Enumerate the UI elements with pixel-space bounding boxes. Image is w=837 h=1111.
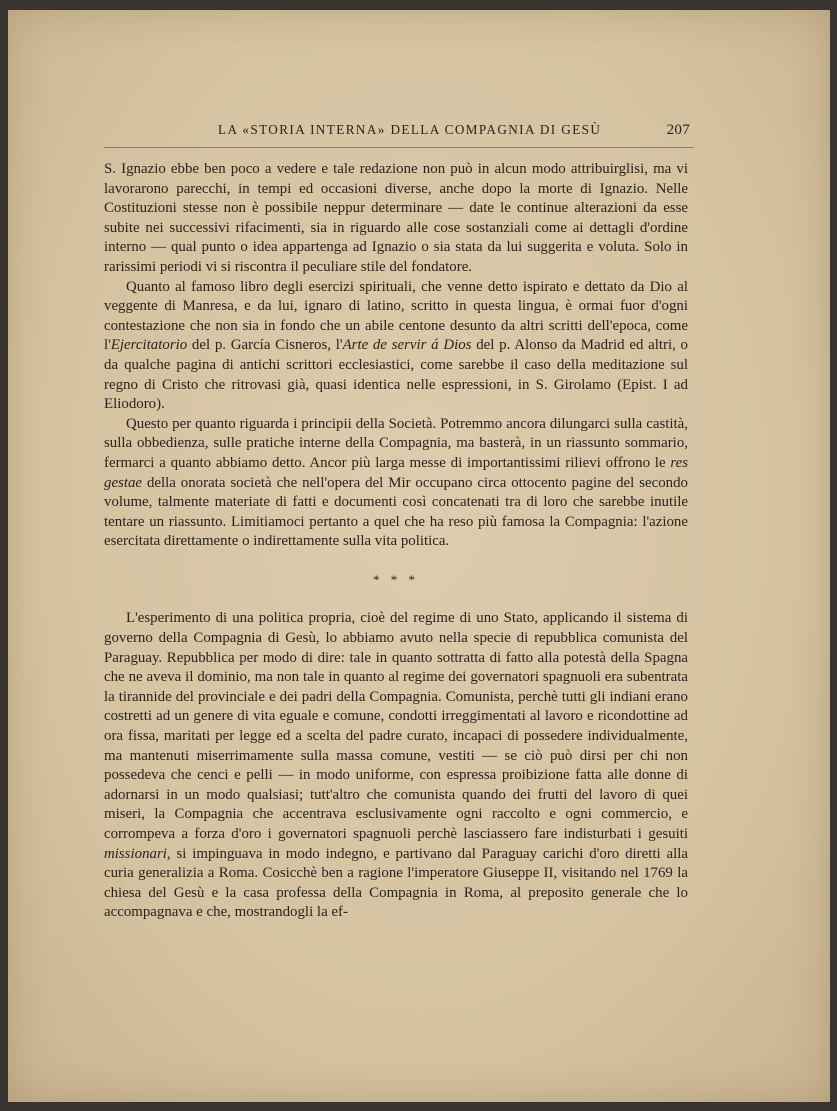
- paragraph-2-part-a: Quanto al famoso libro degli esercizi spirituali, che venne detto ispirato e dettato da Dio al veggente di Manresa, e da lui, ignaro di latino, scritto in questa lingua, è ormai fuor d'ogni contestazione che non sia in fondo che un abile centone desunto da altri scritti dell'epoca, come l': [104, 278, 688, 354]
- header-rule: [104, 147, 694, 148]
- paragraph-2-part-b: del p. García Cisneros, l': [187, 337, 343, 354]
- paragraph-2-part-c: del p. Alonso da Madrid ed altri, o da qualche pagina di antichi scrittori ecclesiastici, come sarebbe il caso della meditazione sul regno di Cristo che ritrovasi già, quasi identica nelle espressioni, in S. Girolamo (Epist. I ad Eliodoro).: [104, 337, 688, 413]
- section-separator: * * *: [373, 571, 419, 587]
- paragraph-3-italic: res gestae: [104, 454, 688, 491]
- paragraph-4-part-b: , si impinguava in modo indegno, e partivano dal Paraguay carichi d'oro diretti alla curia generalizia a Roma. Cosicchè ben a ragione l'imperatore Giuseppe II, visitando nel 1769 la chiesa del Gesù e la casa professa della Compagnia in Roma, al preposito generale che lo accompagnava e che, mostrandogli la ef-: [104, 845, 688, 921]
- body-text: [104, 160, 688, 923]
- paragraph-4-italic: missionari: [104, 845, 167, 862]
- paragraph-2: [104, 278, 688, 415]
- paragraph-3-part-b: della onorata società che nell'opera del Mir occupano circa ottocento pagine del secondo volume, talmente materiate di fatti e documenti così concatenati tra di loro che sarebbe inutile tentare un riassunto. Limitiamoci pertanto a quel che ha reso più famosa la Compagnia: l'azione esercitata direttamente o indirettamente sulla vita politica.: [104, 474, 688, 550]
- paragraph-4-part-a: L'esperimento di una politica propria, cioè del regime di uno Stato, applicando il sistema di governo della Compagnia di Gesù, lo abbiamo avuto nella specie di repubblica comunista del Paraguay. Repubblica per modo di dire: tale in quanto sottratta di fatto alla potestà della Spagna che ne aveva il dominio, ma non tale in quanto al regime dei governatori spagnuoli era subentrata la tirannide del provinciale e dei padri della Compagnia. Comunista, perchè tutti gli indiani erano costretti ad un genere di vita eguale e comune, condotti irreggimentati al lavoro e ricondottine ad ora fissa, maritati per legge ed a scelta del padre curato, incapaci di possedere individualmente, ma mantenuti miserrimamente sulla massa comune, vestiti — se ciò può dirsi per chi non possedeva che cenci e pelli — in modo uniforme, con espressa proibizione fatta alle donne di adornarsi in un modo qualsiasi; tutt'altro che comunista quando dei frutti del lavoro di quei miseri, la Compagnia che accentrava esclusivamente ogni raccolto e ogni commercio, e corrompeva a forza d'oro i governatori spagnuoli perchè lasciassero fare indisturbati i gesuiti: [104, 610, 688, 842]
- paragraph-2-italic-1: Ejercitatorio: [110, 337, 188, 354]
- running-title: LA «STORIA INTERNA» DELLA COMPAGNIA DI GESÙ: [218, 122, 602, 137]
- paragraph-3-part-a: Questo per quanto riguarda i principii della Società. Potremmo ancora dilungarci sulla castità, sulla obbedienza, sulle pratiche interne della Compagnia, ma basterà, in un riassunto sommario, fermarci a quanto abbiamo detto. Ancor più larga messe di importantissimi rilievi offrono le: [104, 415, 688, 471]
- paragraph-2-italic-2: Arte de servir á Dios: [342, 337, 472, 354]
- book-page: [8, 10, 830, 1102]
- paragraph-3: [104, 415, 688, 552]
- page-number: 207: [666, 122, 690, 138]
- paragraph-1: S. Ignazio ebbe ben poco a vedere e tale redazione non può in alcun modo attribuirglisi, ma vi lavorarono parecchi, in tempi ed occasioni diverse, anche dopo la morte di Ignazio. Nelle Costituzioni stesse non è possibile neppur determinare — date le continue alterazioni da esse subite nei successivi rifacimenti, sia in riguardo alle cose sostanziali come ai dettagli d'ordine interno — qual punto o idea appartenga ad Ignazio o sia stata da lui suggerita e voluta. Solo in rarissimi periodi vi si riscontra il peculiare stile del fondatore.: [104, 161, 688, 275]
- paragraph-4: [104, 609, 688, 923]
- running-header: [218, 122, 690, 139]
